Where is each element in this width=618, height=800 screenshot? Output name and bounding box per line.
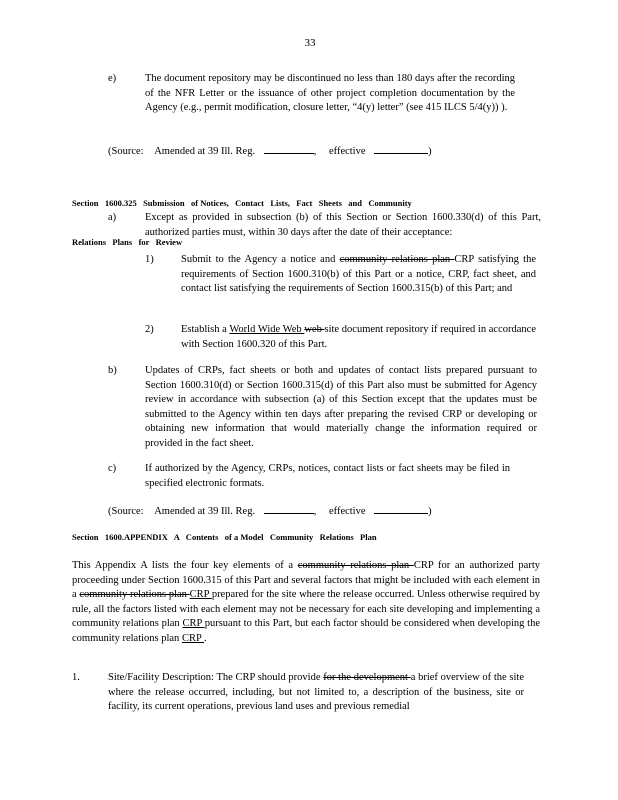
section-325-heading-line2: Relations Plans for Review bbox=[72, 237, 183, 247]
appendix-intro-paragraph bbox=[72, 559, 540, 646]
appendix-t2: CRP for an authorized party proceeding under Section 1600.315 of this Part and several factors that might be included with each element in a bbox=[72, 560, 541, 600]
effective-blank bbox=[374, 143, 428, 154]
item-c-text: If authorized by the Agency, CRPs, notices, contact lists or fact sheets may be filed in specified electronic formats. bbox=[145, 463, 510, 489]
appendix-t3: prepared for the site where the release occurred. Unless otherwise required by rule, all the factors listed with each element may not be necessary for each site developing and implementing a community relations plan bbox=[72, 589, 540, 629]
appendix-deleted-1: community relations plan bbox=[297, 560, 414, 571]
appendix-inserted-2: CRP bbox=[182, 618, 205, 629]
effective-blank bbox=[374, 503, 428, 514]
item-b-label: b) bbox=[108, 365, 117, 376]
item-a2-label: 2) bbox=[145, 324, 154, 335]
item-1-t1: Site/Facility Description: The CRP should provide bbox=[108, 672, 324, 683]
section-325-heading-line1: Section 1600.325 Submission of Notices, Contact Lists, Fact Sheets and Community bbox=[72, 198, 412, 208]
appendix-inserted-3: CRP bbox=[181, 632, 205, 644]
item-1-deleted: for the development bbox=[323, 672, 411, 683]
source-prefix: (Source: bbox=[108, 146, 144, 157]
item-e-text-body: The document repository may be discontinued no less than 180 days after the recording of the NFR Letter or the issuance of other project completion documentation by the Agency (e.g., permit modification, closure letter, “4(y) letter” (see 415 ILCS 5/4(y)) ). bbox=[145, 73, 515, 113]
item-a2-text bbox=[181, 323, 536, 352]
source-text: Amended at 39 Ill. Reg. bbox=[154, 506, 256, 517]
item-a2-pre: Establish a bbox=[181, 324, 230, 335]
source-text: Amended at 39 Ill. Reg. bbox=[154, 146, 256, 157]
item-e-text bbox=[145, 72, 515, 116]
item-e-label: e) bbox=[108, 73, 117, 84]
item-a2-post: site document repository if required in accordance with Section 1600.320 of this Part. bbox=[181, 324, 536, 350]
item-1-text bbox=[108, 671, 524, 715]
item-a1-post: CRP satisfying the requirements of Section 1600.310(b) of this Part or a notice, CRP, fact sheet, and contact list satisfying the requirements of Section 1600.315(b) of this Part; and bbox=[181, 254, 536, 294]
source-close: ) bbox=[428, 506, 432, 517]
appendix-t1: This Appendix A lists the four key elements of a bbox=[72, 560, 298, 571]
section-appendix-heading: Section 1600.APPENDIX A Contents of a Model Community Relations Plan bbox=[72, 532, 377, 542]
item-b-text: Updates of CRPs, fact sheets or both and updates of contact lists prepared pursuant to Section 1600.310(d) or Section 1600.315(d) of this Part also must be submitted for Agency review in accordance with subsection (a) of this Section except that the updates must be submitted to the Agency within ten days after preparing the revised CRP or developing or obtaining new information that would materially change the information required or provided in the fact sheet. bbox=[145, 365, 537, 449]
item-a-text: Except as provided in subsection (b) of this Section or Section 1600.330(d) of this Part, authorized parties must, within 30 days after the date of their acceptance: bbox=[145, 212, 541, 238]
source-note-1: (Source: Amended at 39 Ill. Reg. , effective ) bbox=[108, 143, 508, 160]
appendix-t4: pursuant to this Part, but each factor should be considered when developing the community relations plan bbox=[72, 618, 540, 644]
item-a2-deleted: web bbox=[304, 324, 325, 335]
page-number: 33 bbox=[304, 37, 316, 49]
item-a1-pre: Submit to the Agency a notice and bbox=[181, 254, 340, 265]
item-a1-deleted: community relations plan bbox=[339, 254, 455, 265]
appendix-deleted-2: community relations plan bbox=[79, 589, 190, 600]
item-1-t2: a brief overview of the site where the release occurred, including, but not limited to, a description of the business, site or facility, its current operations, previous land uses and previous remedial bbox=[108, 672, 524, 712]
source-effective: effective bbox=[328, 506, 366, 517]
source-close: ) bbox=[428, 146, 432, 157]
source-note-2: (Source: Amended at 39 Ill. Reg. , effective ) bbox=[108, 503, 508, 520]
appendix-inserted-1: CRP bbox=[189, 589, 212, 600]
item-a1-text bbox=[181, 253, 536, 297]
register-blank bbox=[264, 143, 314, 154]
item-a1-label: 1) bbox=[145, 254, 154, 265]
source-prefix: (Source: bbox=[108, 506, 144, 517]
item-1-label: 1. bbox=[72, 672, 80, 683]
appendix-t5: . bbox=[204, 632, 207, 644]
register-blank bbox=[264, 503, 314, 514]
source-effective: effective bbox=[328, 146, 366, 157]
item-a-label: a) bbox=[108, 212, 117, 223]
item-c-label: c) bbox=[108, 463, 117, 474]
item-a2-inserted: World Wide Web bbox=[229, 324, 305, 335]
